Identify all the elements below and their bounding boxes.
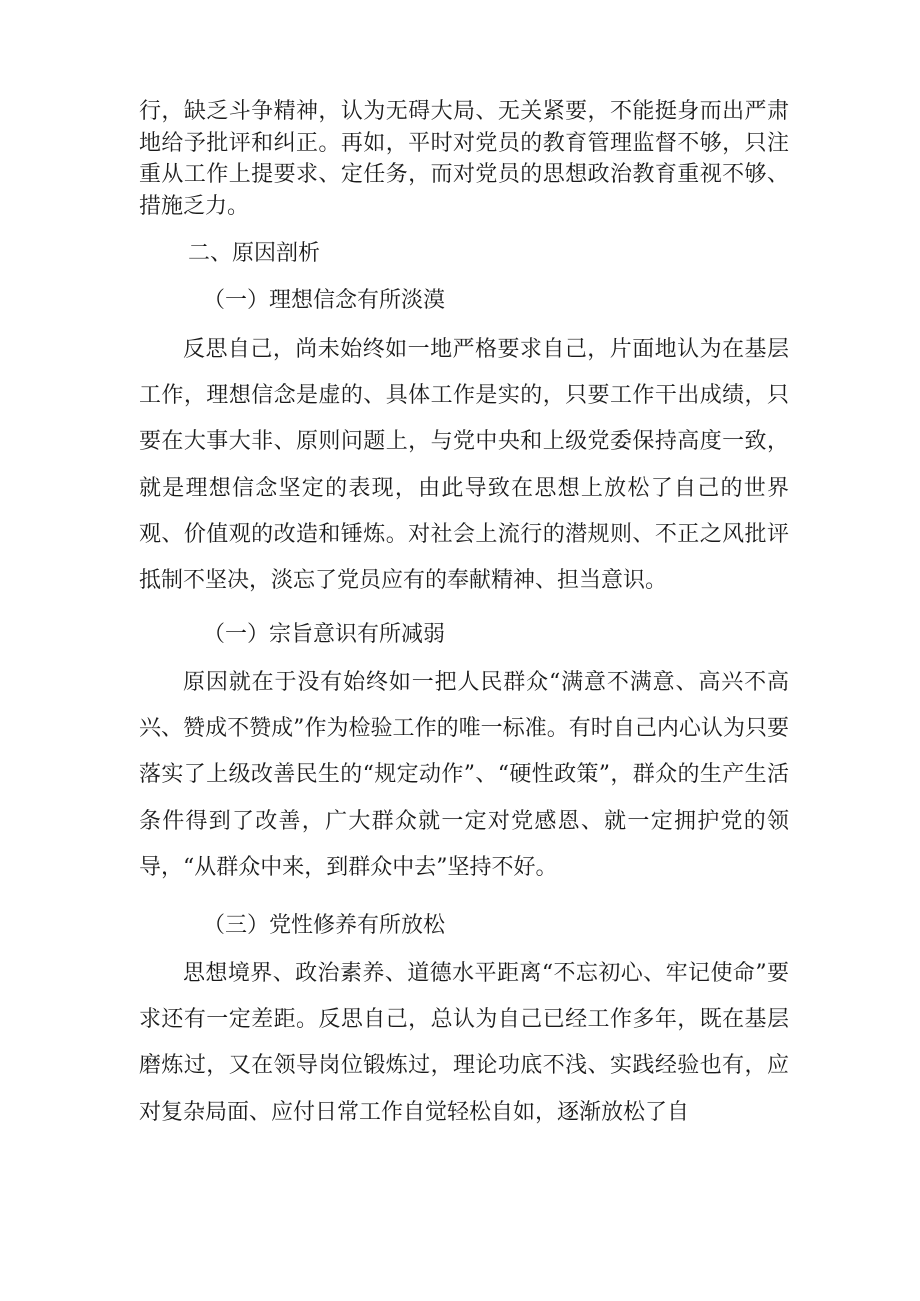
- subheading-ideals: （一）理想信念有所淡漠: [203, 288, 446, 313]
- body-paragraph-purpose: 原因就在于没有始终如一把人民群众“满意不满意、高兴不高兴、赞成不赞成”作为检验工作的唯一标准。有时自己内心认为只要落实了上级改善民生的“规定动作”、“硬性政策”，群众的生产生活条件得到了改善，广大群众就一定对党感恩、就一定拥护党的领导，“从群众中来，到群众中去”坚持不好。: [139, 670, 789, 880]
- subheading-purpose: （一）宗旨意识有所减弱: [203, 622, 446, 647]
- body-paragraph-party-spirit: 思想境界、政治素养、道德水平距离“不忘初心、牢记使命”要求还有一定差距。反思自己，总认为自己已经工作多年，既在基层磨炼过，又在领导岗位锻炼过，理论功底不浅、实践经验也有，应对复杂局面、应付日常工作自觉轻松自如，逐渐放松了自: [139, 961, 789, 1125]
- subheading-party-spirit: （三）党性修养有所放松: [203, 913, 446, 938]
- intro-continuation-paragraph: 行，缺乏斗争精神，认为无碍大局、无关紧要，不能挺身而出严肃地给予批评和纠正。再如，平时对党员的教育管理监督不够，只注重从工作上提要求、定任务，而对党员的思想政治教育重视不够、措施乏力。: [139, 99, 789, 219]
- body-paragraph-ideals: 反思自己，尚未始终如一地严格要求自己，片面地认为在基层工作，理想信念是虚的、具体工作是实的，只要工作干出成绩，只要在大事大非、原则问题上，与党中央和上级党委保持高度一致，就是理想信念坚定的表现，由此导致在思想上放松了自己的世界观、价值观的改造和锤炼。对社会上流行的潜规则、不正之风批评抵制不坚决，淡忘了党员应有的奉献精神、担当意识。: [139, 337, 789, 594]
- section-heading: 二、原因剖析: [188, 241, 321, 266]
